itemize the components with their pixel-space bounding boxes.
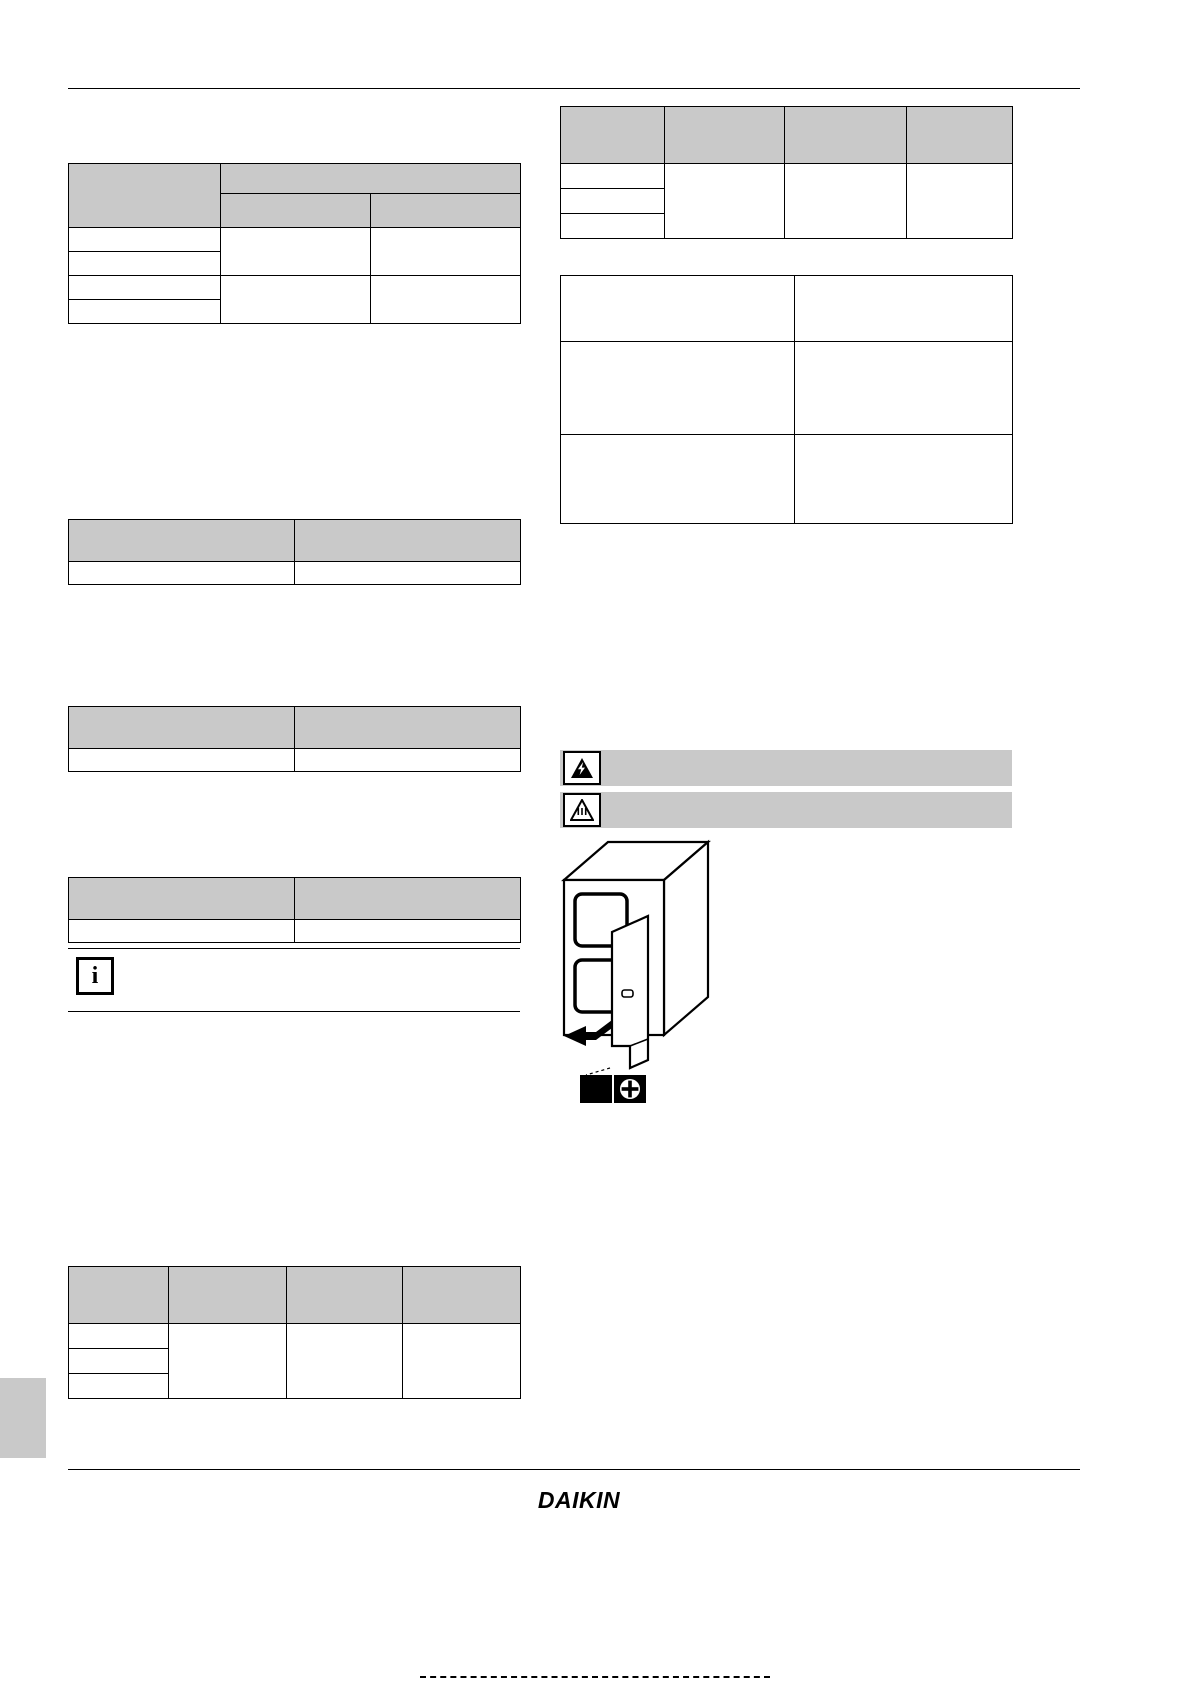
table-row xyxy=(561,107,1013,164)
cell xyxy=(403,1267,521,1324)
info-notice-text xyxy=(124,949,520,959)
cell xyxy=(69,1267,169,1324)
cell xyxy=(287,1267,403,1324)
table-row xyxy=(69,920,521,943)
cell xyxy=(795,276,1013,342)
information-icon-glyph: i xyxy=(91,963,99,989)
cell xyxy=(403,1324,521,1399)
cell xyxy=(69,749,295,772)
cell xyxy=(665,107,785,164)
cell xyxy=(785,164,907,239)
danger-notice xyxy=(560,750,1012,786)
cell xyxy=(295,707,521,749)
cell xyxy=(69,228,221,252)
cell xyxy=(295,878,521,920)
page-number-tab xyxy=(0,1378,46,1458)
cell xyxy=(69,164,221,228)
cell xyxy=(69,300,221,324)
cell xyxy=(69,878,295,920)
cell xyxy=(795,342,1013,435)
bottom-dashed-rule xyxy=(420,1676,770,1678)
cell xyxy=(371,228,521,276)
table-row xyxy=(561,276,1013,342)
cell xyxy=(169,1267,287,1324)
cell xyxy=(371,194,521,228)
cell xyxy=(795,435,1013,524)
cell xyxy=(665,164,785,239)
info-notice xyxy=(68,948,520,1012)
table-row xyxy=(561,342,1013,435)
cell xyxy=(907,164,1013,239)
cell xyxy=(561,342,795,435)
cell xyxy=(69,1374,169,1399)
electric-shock-icon xyxy=(563,751,601,785)
table-row xyxy=(561,435,1013,524)
table-row xyxy=(561,164,1013,189)
cell xyxy=(69,707,295,749)
table-row xyxy=(69,878,521,920)
footer-rule xyxy=(68,1469,1080,1470)
cell xyxy=(561,189,665,214)
table-row xyxy=(69,228,521,252)
cell xyxy=(69,1324,169,1349)
cell xyxy=(69,1349,169,1374)
table-row xyxy=(69,562,521,585)
header-rule xyxy=(68,88,1080,89)
table-row xyxy=(69,1267,521,1324)
cell xyxy=(371,276,521,324)
cell xyxy=(561,164,665,189)
cell xyxy=(561,435,795,524)
warning-triangle-icon xyxy=(563,793,601,827)
warning-notice xyxy=(560,792,1012,828)
table-row xyxy=(69,520,521,562)
table-mid-left-2 xyxy=(68,706,521,772)
cell xyxy=(69,920,295,943)
cell xyxy=(221,228,371,276)
table-row xyxy=(69,164,521,194)
table-row xyxy=(69,749,521,772)
cell xyxy=(561,276,795,342)
cell xyxy=(295,520,521,562)
cell xyxy=(169,1324,287,1399)
daikin-logo: DAIKIN xyxy=(537,1486,621,1513)
cell xyxy=(69,562,295,585)
information-icon xyxy=(76,957,114,995)
cell xyxy=(69,520,295,562)
cell xyxy=(295,562,521,585)
table-right-large xyxy=(560,275,1013,524)
cell xyxy=(287,1324,403,1399)
outdoor-unit-illustration xyxy=(556,832,1016,1132)
table-row xyxy=(69,707,521,749)
cell xyxy=(69,252,221,276)
table-top-right xyxy=(560,106,1013,239)
cell xyxy=(561,214,665,239)
table-mid-left-3 xyxy=(68,877,521,943)
cell xyxy=(295,920,521,943)
cell xyxy=(785,107,907,164)
cell xyxy=(907,107,1013,164)
table-row xyxy=(69,1324,521,1349)
cell xyxy=(221,194,371,228)
cell xyxy=(221,276,371,324)
table-row xyxy=(69,276,521,300)
table-bottom-left xyxy=(68,1266,521,1399)
cell xyxy=(221,164,521,194)
table-mid-left-1 xyxy=(68,519,521,585)
table-top-left xyxy=(68,163,521,324)
cell xyxy=(69,276,221,300)
cell xyxy=(561,107,665,164)
cell xyxy=(295,749,521,772)
